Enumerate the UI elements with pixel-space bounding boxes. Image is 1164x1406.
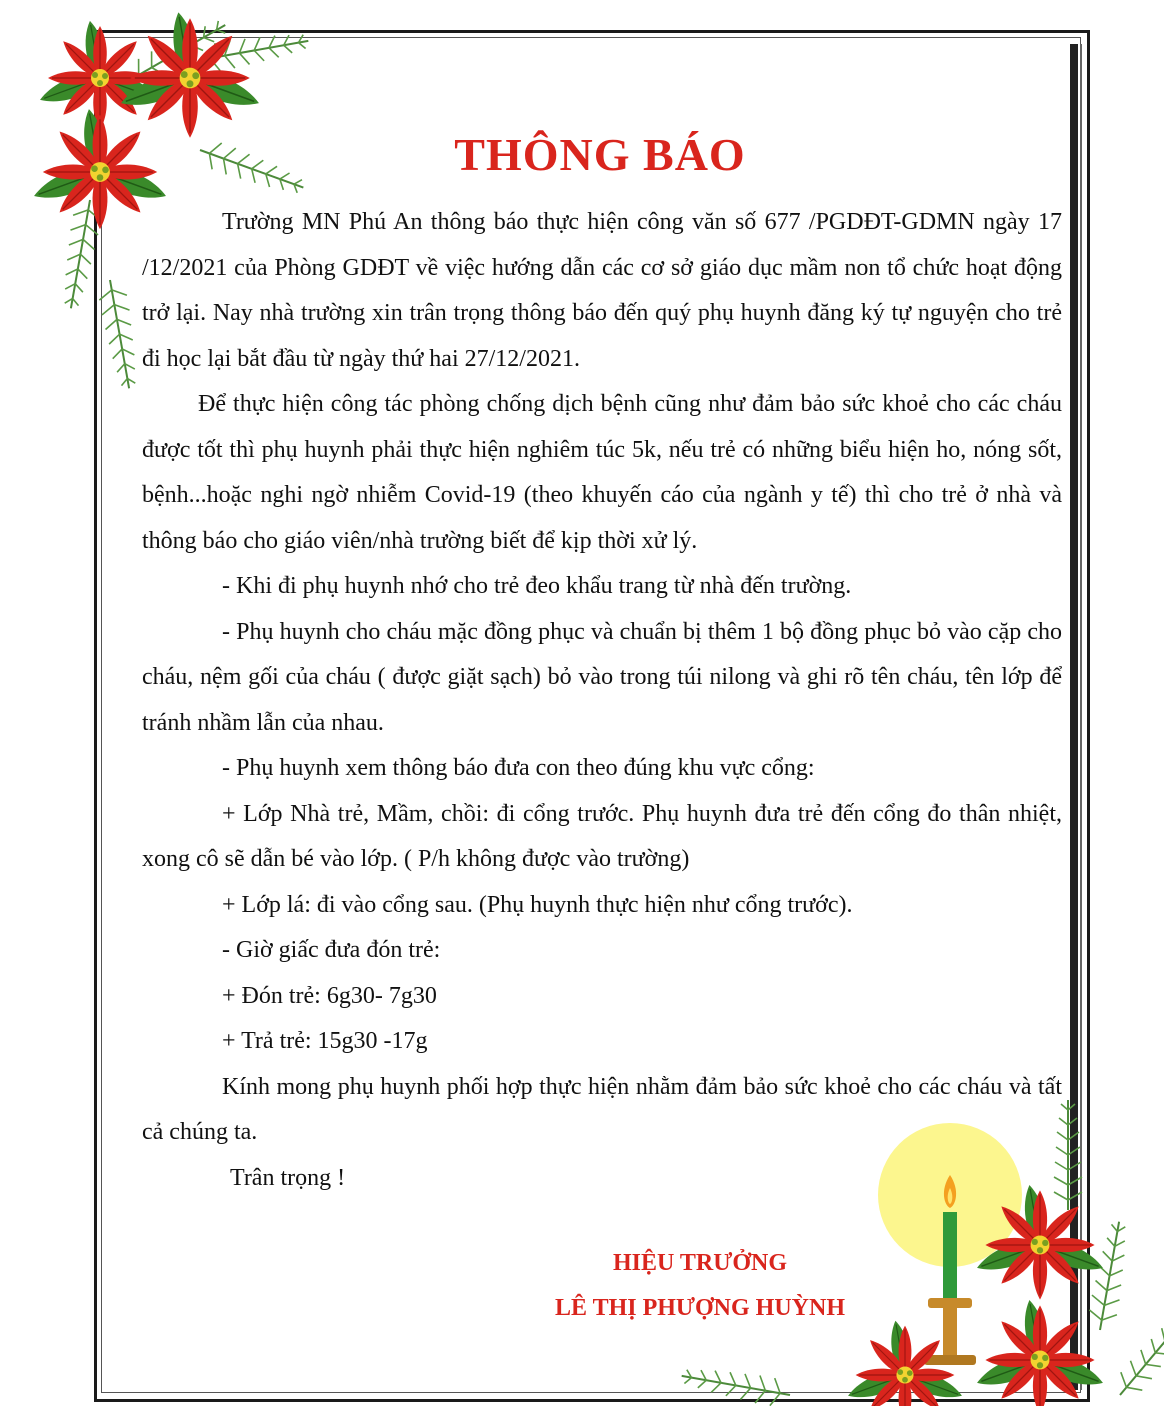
- list-item-gate: - Phụ huynh xem thông báo đưa con theo đúng khu vực cổng:: [222, 755, 815, 781]
- paragraph-closing: Kính mong phụ huynh phối hợp thực hiện nhằm đảm bảo sức khoẻ cho các cháu và tất cả chúng ta.: [142, 1073, 1062, 1145]
- paragraph-regards: Trân trọng !: [230, 1164, 346, 1191]
- list-item-back-gate: + Lớp lá: đi vào cổng sau. (Phụ huynh thực hiện như cổng trước).: [222, 891, 853, 918]
- list-item-dropoff: + Đón trẻ: 6g30- 7g30: [222, 982, 437, 1009]
- page-title: THÔNG BÁO: [454, 129, 746, 180]
- list-item-schedule: - Giờ giấc đưa đón trẻ:: [222, 937, 441, 963]
- list-item-uniform: - Phụ huynh cho cháu mặc đồng phục và chuẩn bị thêm 1 bộ đồng phục bỏ vào cặp cho cháu, nệm gối của cháu ( được giặt sạch) bỏ vào trong túi nilong và ghi rõ tên cháu, tên lớp để tránh nhầm lẫn của nhau.: [142, 618, 1062, 736]
- list-item-front-gate: + Lớp Nhà trẻ, Mầm, chồi: đi cổng trước. Phụ huynh đưa trẻ đến cổng đo thân nhiệt, xong cô sẽ dẫn bé vào lớp. ( P/h không được vào trường): [142, 800, 1062, 872]
- signature-role: HIỆU TRƯỞNG: [612, 1250, 788, 1276]
- paragraph-intro: Trường MN Phú An thông báo thực hiện công văn số 677 /PGDĐT-GDMN ngày 17 /12/2021 của Phòng GDĐT về việc hướng dẫn các cơ sở giáo dục mầm non tổ chức hoạt động trở lại. Nay nhà trường xin trân trọng thông báo đến quý phụ huynh đăng ký tự nguyện cho trẻ đi học lại bắt đầu từ ngày thứ hai 27/12/2021.: [142, 209, 1062, 372]
- list-item-mask: - Khi đi phụ huynh nhớ cho trẻ đeo khẩu trang từ nhà đến trường.: [222, 573, 852, 599]
- signature-name: LÊ THỊ PHƯỢNG HUỲNH: [554, 1295, 846, 1321]
- paragraph-health: Để thực hiện công tác phòng chống dịch bệnh cũng như đảm bảo sức khoẻ cho các cháu được tốt thì phụ huynh phải thực hiện nghiêm túc 5k, nếu trẻ có những biểu hiện ho, nóng sốt, bệnh...hoặc nghi ngờ nhiễm Covid-19 (theo khuyến cáo của ngành y tế) thì cho trẻ ở nhà và thông báo cho giáo viên/nhà trường biết để kịp thời xử lý.: [142, 391, 1062, 554]
- notice-body: [142, 200, 1062, 1201]
- list-item-pickup: + Trả trẻ: 15g30 -17g: [222, 1028, 428, 1054]
